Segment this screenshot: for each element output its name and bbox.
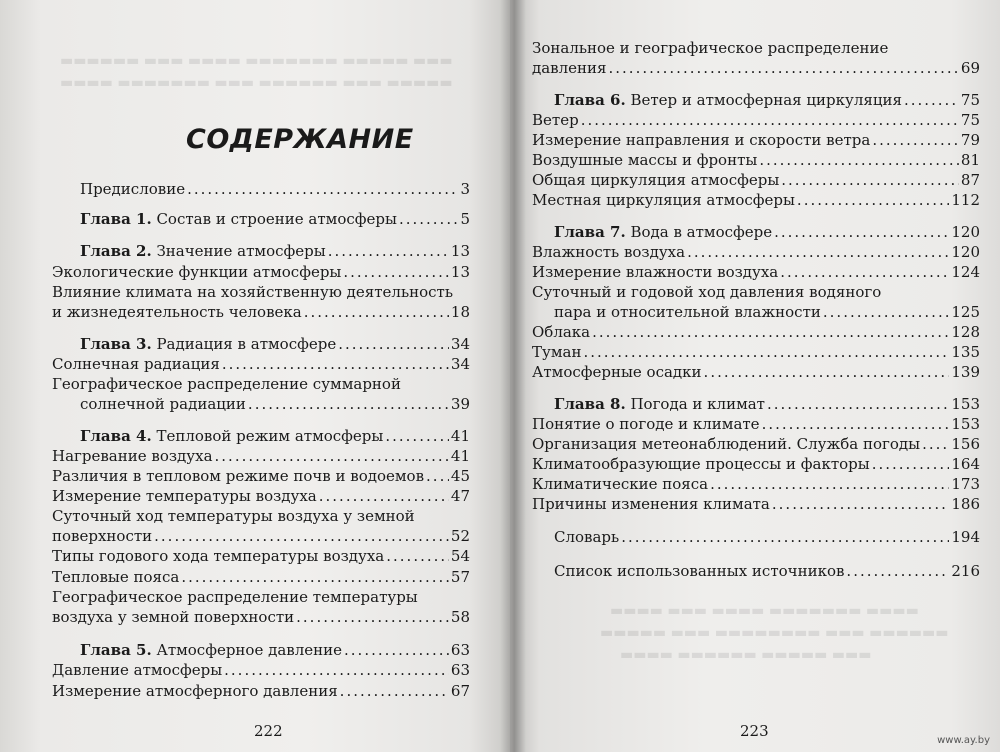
page-ref: 34 <box>450 335 470 353</box>
toc-chapter: Глава 5. Атмосферное давление ..... 63 <box>80 640 470 660</box>
page-ref: 41 <box>450 447 470 465</box>
toc-entry: Облака ..... 128 <box>532 322 980 342</box>
page-ref: 112 <box>951 191 980 209</box>
toc-entry-line1: Географическое распределение температуры <box>52 588 418 606</box>
toc-entry: Давление атмосферы ..... 63 <box>52 660 470 680</box>
toc-entry: Различия в тепловом режиме почв и водоемов ..... 45 <box>52 466 470 486</box>
page-ref: 173 <box>951 475 980 493</box>
toc-chapter: Глава 8. Погода и климат ..... 153 <box>554 394 980 414</box>
toc-entry: Ветер ..... 75 <box>532 110 980 130</box>
toc-entry: Измерение влажности воздуха ..... 124 <box>532 262 980 282</box>
page-ref: 125 <box>951 303 980 321</box>
page-ref: 18 <box>450 303 470 321</box>
page-ref: 41 <box>450 427 470 445</box>
page-ref: 153 <box>951 395 980 413</box>
bleed-through-text: ▬▬▬▬ ▬▬▬▬▬▬▬ ▬▬▬▬ ▬▬▬ ▬▬▬▬ <box>610 603 919 619</box>
toc-entry: Список использованных источников ..... 216 <box>554 561 980 581</box>
toc-chapter: Глава 6. Ветер и атмосферная циркуляция ..... 75 <box>554 90 980 110</box>
bleed-through-text: ▬▬▬▬▬▬ ▬▬▬ ▬▬▬▬▬▬▬▬ ▬▬▬ ▬▬▬▬▬ <box>600 625 949 641</box>
page-ref: 186 <box>951 495 980 513</box>
page-ref: 67 <box>450 682 470 700</box>
page-ref: 81 <box>960 151 980 169</box>
toc-entry: воздуха у земной поверхности ..... 58 <box>52 607 470 627</box>
toc-entry-line1: Зональное и географическое распределение <box>532 39 889 57</box>
page-ref: 34 <box>450 355 470 373</box>
bleed-through-text: ▬▬▬ ▬▬▬▬▬ ▬▬▬▬▬▬ ▬▬▬▬ <box>620 647 872 663</box>
page-ref: 52 <box>450 527 470 545</box>
toc-entry: Климатические пояса ..... 173 <box>532 474 980 494</box>
toc-entry: солнечной радиации ..... 39 <box>80 394 470 414</box>
page-ref: 54 <box>450 547 470 565</box>
toc-entry: пара и относительной влажности ..... 125 <box>554 302 980 322</box>
page-ref: 75 <box>960 91 980 109</box>
page-ref: 135 <box>951 343 980 361</box>
toc-chapter: Глава 4. Тепловой режим атмосферы ..... 41 <box>80 426 470 446</box>
toc-entry: Туман ..... 135 <box>532 342 980 362</box>
toc-entry: и жизнедеятельность человека ..... 18 <box>52 302 470 322</box>
right-page <box>510 0 1000 752</box>
page-ref: 216 <box>951 562 980 580</box>
toc-entry: Измерение температуры воздуха ..... 47 <box>52 486 470 506</box>
page-ref: 13 <box>450 242 470 260</box>
page-ref: 63 <box>450 641 470 659</box>
page-ref: 45 <box>450 467 470 485</box>
page-ref: 39 <box>450 395 470 413</box>
page-ref: 3 <box>460 180 470 198</box>
page-ref: 194 <box>951 528 980 546</box>
page-ref: 120 <box>951 223 980 241</box>
toc-entry: давления ..... 69 <box>532 58 980 78</box>
page-ref: 63 <box>450 661 470 679</box>
toc-chapter: Глава 2. Значение атмосферы ..... 13 <box>80 241 470 261</box>
toc-entry: Словарь ..... 194 <box>554 527 980 547</box>
toc-entry-line1: Влияние климата на хозяйственную деятельность <box>52 283 454 301</box>
toc-entry: Причины изменения климата ..... 186 <box>532 494 980 514</box>
toc-entry: Понятие о погоде и климате ..... 153 <box>532 414 980 434</box>
toc-entry-line1: Географическое распределение суммарной <box>52 375 401 393</box>
toc-entry: Воздушные массы и фронты ..... 81 <box>532 150 980 170</box>
toc-entry: Типы годового хода температуры воздуха ..... 54 <box>52 546 470 566</box>
page-ref: 128 <box>951 323 980 341</box>
toc-entry: Организация метеонаблюдений. Служба погоды ..... 156 <box>532 434 980 454</box>
toc-entry: Предисловие ..... 3 <box>80 179 470 199</box>
toc-entry: Влажность воздуха ..... 120 <box>532 242 980 262</box>
page-ref: 58 <box>450 608 470 626</box>
toc-entry: Тепловые пояса ..... 57 <box>52 567 470 587</box>
toc-entry-line1: Суточный и годовой ход давления водяного <box>532 283 882 301</box>
page-ref: 124 <box>951 263 980 281</box>
page-ref: 87 <box>960 171 980 189</box>
page-ref: 139 <box>951 363 980 381</box>
toc-chapter: Глава 3. Радиация в атмосфере ..... 34 <box>80 334 470 354</box>
bleed-through-text: ▬▬▬▬▬ ▬▬▬ ▬▬▬▬▬▬ ▬▬▬ ▬▬▬▬▬▬▬ ▬▬▬▬ <box>60 75 453 91</box>
contents-heading: СОДЕРЖАНИЕ <box>186 124 414 155</box>
toc-entry: поверхности ..... 52 <box>52 526 470 546</box>
toc-chapter: Глава 7. Вода в атмосфере ..... 120 <box>554 222 980 242</box>
toc-entry: Общая циркуляция атмосферы ..... 87 <box>532 170 980 190</box>
page-number: 223 <box>740 722 769 740</box>
toc-entry: Экологические функции атмосферы ..... 13 <box>52 262 470 282</box>
page-ref: 5 <box>460 210 470 228</box>
watermark: www.ay.by <box>937 735 990 746</box>
toc-chapter: Глава 1. Состав и строение атмосферы ..... 5 <box>80 209 470 229</box>
toc-entry: Измерение атмосферного давления ..... 67 <box>52 681 470 701</box>
bleed-through-text: ▬▬▬ ▬▬▬▬▬ ▬▬▬▬▬▬▬ ▬▬▬▬ ▬▬▬ ▬▬▬▬▬▬ <box>60 53 453 69</box>
page-ref: 156 <box>951 435 980 453</box>
toc-entry: Климатообразующие процессы и факторы ..... 164 <box>532 454 980 474</box>
page-number: 222 <box>254 722 283 740</box>
toc-entry: Атмосферные осадки ..... 139 <box>532 362 980 382</box>
toc-entry: Измерение направления и скорости ветра ..... 79 <box>532 130 980 150</box>
toc-entry: Местная циркуляция атмосферы ..... 112 <box>532 190 980 210</box>
page-ref: 153 <box>951 415 980 433</box>
page-ref: 79 <box>960 131 980 149</box>
page-ref: 13 <box>450 263 470 281</box>
toc-entry: Нагревание воздуха ..... 41 <box>52 446 470 466</box>
page-ref: 164 <box>951 455 980 473</box>
page-ref: 57 <box>450 568 470 586</box>
page-ref: 75 <box>960 111 980 129</box>
page-ref: 120 <box>951 243 980 261</box>
page-ref: 47 <box>450 487 470 505</box>
toc-entry: Солнечная радиация ..... 34 <box>52 354 470 374</box>
book-gutter <box>500 0 526 752</box>
toc-entry-line1: Суточный ход температуры воздуха у земной <box>52 507 415 525</box>
page-ref: 69 <box>960 59 980 77</box>
